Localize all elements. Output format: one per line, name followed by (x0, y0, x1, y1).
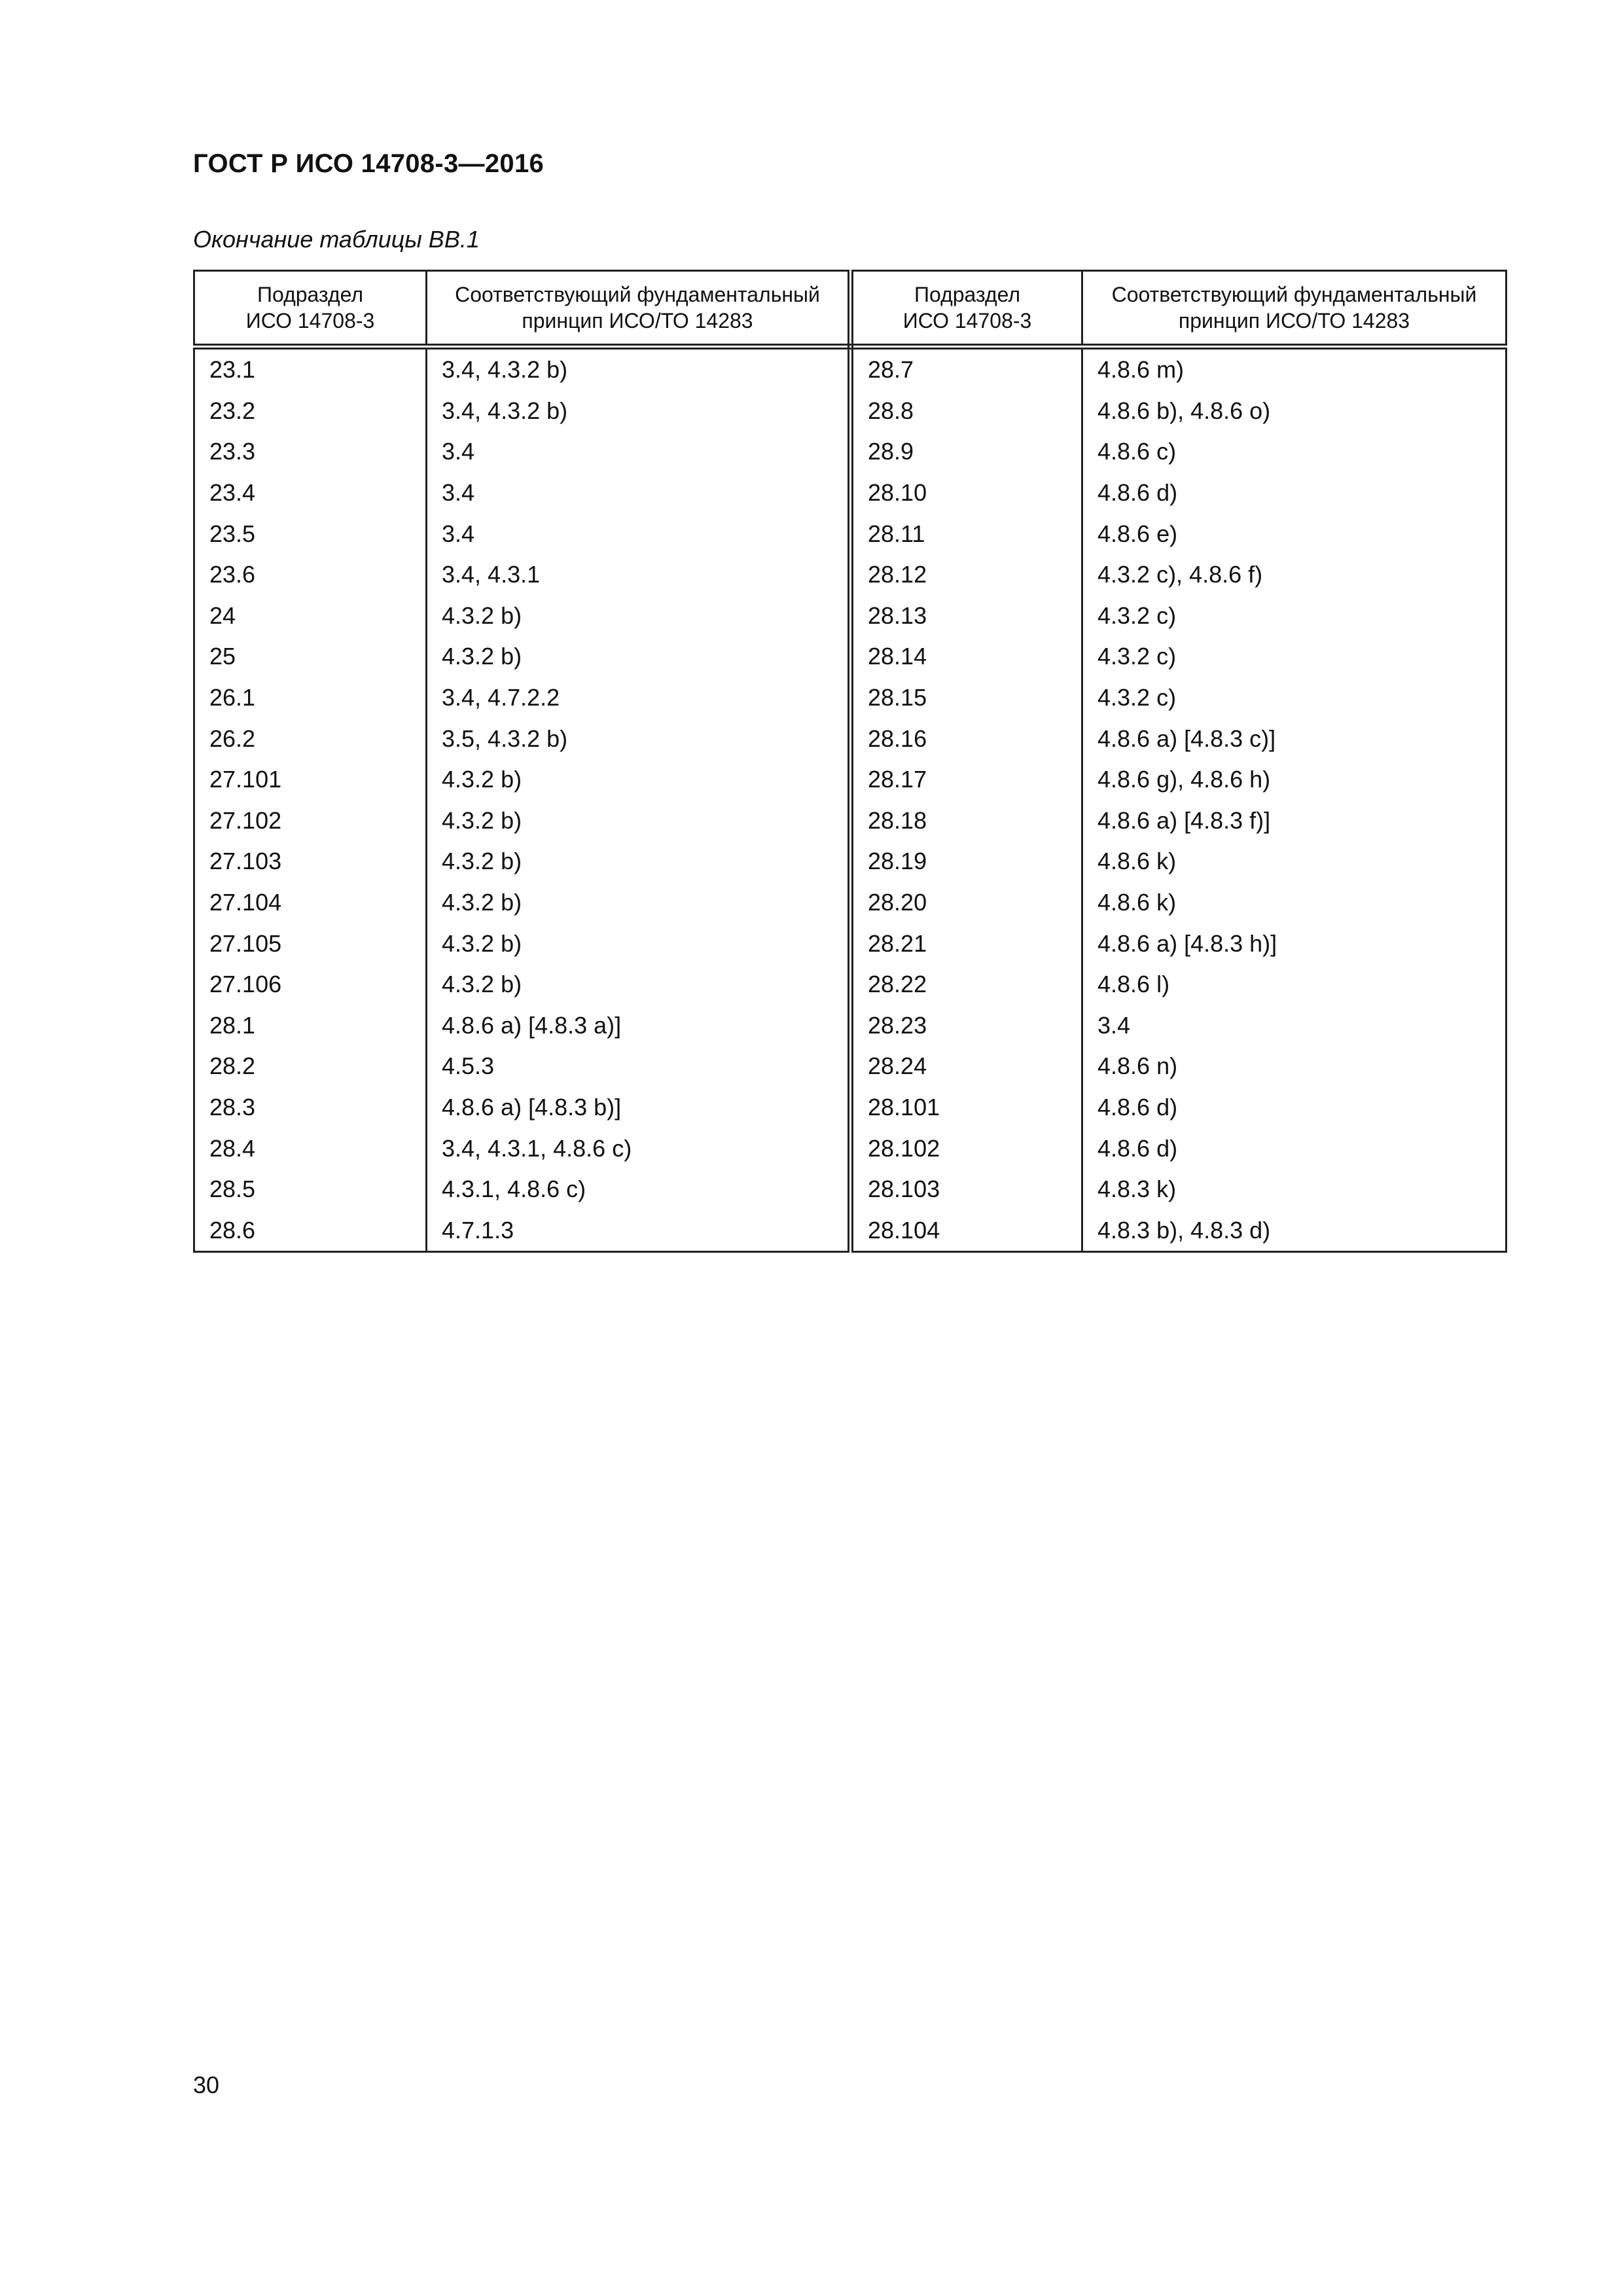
principle-cell: 4.7.1.3 (427, 1210, 851, 1251)
subsection-cell: 28.16 (851, 718, 1082, 759)
principle-cell: 4.3.2 b) (427, 636, 851, 677)
subsection-cell: 28.102 (851, 1128, 1082, 1169)
principle-cell: 3.5, 4.3.2 b) (427, 718, 851, 759)
table-row (194, 964, 1507, 1005)
page-number: 30 (193, 2072, 220, 2098)
principle-cell: 4.8.6 a) [4.8.3 h)] (1082, 923, 1507, 964)
subsection-cell: 23.5 (194, 513, 427, 554)
principle-cell: 4.8.6 k) (1082, 841, 1507, 882)
principle-cell: 4.3.2 c), 4.8.6 f) (1082, 554, 1507, 596)
subsection-cell: 28.12 (851, 554, 1082, 596)
subsection-cell: 24 (194, 596, 427, 637)
column-header-line: ИСО 14708-3 (245, 309, 375, 332)
column-header-line: Подраздел (257, 283, 364, 306)
table-header (194, 271, 1507, 347)
subsection-cell: 23.3 (194, 431, 427, 473)
subsection-cell: 28.7 (851, 347, 1082, 391)
principle-cell: 4.3.1, 4.8.6 c) (427, 1169, 851, 1210)
column-header (194, 271, 427, 347)
table-row (194, 1046, 1507, 1087)
table-row (194, 554, 1507, 596)
principle-cell: 4.8.3 b), 4.8.3 d) (1082, 1210, 1507, 1251)
principle-cell: 3.4 (427, 513, 851, 554)
subsection-cell: 28.2 (194, 1046, 427, 1087)
table-header-row (194, 271, 1507, 347)
principle-cell: 3.4 (427, 473, 851, 514)
table-row (194, 347, 1507, 391)
column-header-line: Подраздел (914, 283, 1021, 306)
document-header: ГОСТ Р ИСО 14708-3—2016 (193, 149, 544, 178)
principle-cell: 4.8.3 k) (1082, 1169, 1507, 1210)
subsection-cell: 28.11 (851, 513, 1082, 554)
subsection-cell: 27.101 (194, 759, 427, 800)
principle-cell: 4.3.2 b) (427, 596, 851, 637)
principle-cell: 3.4, 4.3.2 b) (427, 347, 851, 391)
subsection-cell: 25 (194, 636, 427, 677)
subsection-cell: 23.2 (194, 391, 427, 432)
subsection-cell: 28.3 (194, 1087, 427, 1128)
principle-cell: 4.8.6 e) (1082, 513, 1507, 554)
principle-cell: 4.8.6 m) (1082, 347, 1507, 391)
principle-cell: 4.8.6 d) (1082, 1128, 1507, 1169)
subsection-cell: 23.1 (194, 347, 427, 391)
principle-cell: 3.4, 4.3.2 b) (427, 391, 851, 432)
column-header (851, 271, 1082, 347)
subsection-cell: 28.5 (194, 1169, 427, 1210)
subsection-cell: 28.10 (851, 473, 1082, 514)
subsection-cell: 28.6 (194, 1210, 427, 1251)
principle-cell: 4.3.2 c) (1082, 596, 1507, 637)
subsection-cell: 27.105 (194, 923, 427, 964)
principle-cell: 4.3.2 b) (427, 882, 851, 924)
table-row (194, 677, 1507, 719)
subsection-cell: 28.15 (851, 677, 1082, 719)
table-row (194, 1128, 1507, 1169)
subsection-cell: 23.4 (194, 473, 427, 514)
table-row (194, 596, 1507, 637)
principle-cell: 3.4, 4.3.1 (427, 554, 851, 596)
principle-cell: 4.3.2 c) (1082, 677, 1507, 719)
column-header-line: Соответствующий фундаментальный (1111, 283, 1477, 306)
table-row (194, 636, 1507, 677)
table-row (194, 841, 1507, 882)
subsection-cell: 28.21 (851, 923, 1082, 964)
principle-cell: 4.8.6 c) (1082, 431, 1507, 473)
table-row (194, 759, 1507, 800)
subsection-cell: 27.106 (194, 964, 427, 1005)
principle-cell: 4.8.6 a) [4.8.3 a)] (427, 1005, 851, 1047)
principle-cell: 4.3.2 c) (1082, 636, 1507, 677)
table-row (194, 431, 1507, 473)
subsection-cell: 23.6 (194, 554, 427, 596)
principle-cell: 4.8.6 k) (1082, 882, 1507, 924)
subsection-cell: 28.14 (851, 636, 1082, 677)
principle-cell: 4.3.2 b) (427, 841, 851, 882)
table-row (194, 391, 1507, 432)
correspondence-table-container (193, 270, 1505, 1253)
principle-cell: 4.8.6 l) (1082, 964, 1507, 1005)
table-row (194, 718, 1507, 759)
principle-cell: 3.4 (1082, 1005, 1507, 1047)
subsection-cell: 28.103 (851, 1169, 1082, 1210)
table-row (194, 923, 1507, 964)
table-body (194, 347, 1507, 1252)
column-header-line: принцип ИСО/ТО 14283 (522, 309, 753, 332)
principle-cell: 4.8.6 d) (1082, 473, 1507, 514)
subsection-cell: 28.18 (851, 800, 1082, 842)
table-caption: Окончание таблицы ВВ.1 (193, 226, 480, 253)
principle-cell: 4.3.2 b) (427, 923, 851, 964)
subsection-cell: 28.17 (851, 759, 1082, 800)
principle-cell: 4.3.2 b) (427, 964, 851, 1005)
correspondence-table (193, 270, 1507, 1253)
column-header (427, 271, 851, 347)
table-row (194, 473, 1507, 514)
principle-cell: 4.8.6 n) (1082, 1046, 1507, 1087)
subsection-cell: 28.19 (851, 841, 1082, 882)
subsection-cell: 26.2 (194, 718, 427, 759)
principle-cell: 4.8.6 a) [4.8.3 b)] (427, 1087, 851, 1128)
principle-cell: 4.8.6 d) (1082, 1087, 1507, 1128)
subsection-cell: 27.102 (194, 800, 427, 842)
principle-cell: 4.8.6 a) [4.8.3 c)] (1082, 718, 1507, 759)
table-row (194, 1210, 1507, 1251)
subsection-cell: 28.1 (194, 1005, 427, 1047)
subsection-cell: 28.101 (851, 1087, 1082, 1128)
subsection-cell: 27.103 (194, 841, 427, 882)
subsection-cell: 28.22 (851, 964, 1082, 1005)
principle-cell: 4.8.6 b), 4.8.6 o) (1082, 391, 1507, 432)
subsection-cell: 28.13 (851, 596, 1082, 637)
table-row (194, 1169, 1507, 1210)
column-header-line: ИСО 14708-3 (902, 309, 1032, 332)
principle-cell: 3.4, 4.7.2.2 (427, 677, 851, 719)
subsection-cell: 27.104 (194, 882, 427, 924)
subsection-cell: 28.8 (851, 391, 1082, 432)
table-row (194, 513, 1507, 554)
table-row (194, 882, 1507, 924)
subsection-cell: 28.24 (851, 1046, 1082, 1087)
column-header-line: принцип ИСО/ТО 14283 (1178, 309, 1410, 332)
table-row (194, 1005, 1507, 1047)
principle-cell: 3.4 (427, 431, 851, 473)
principle-cell: 3.4, 4.3.1, 4.8.6 c) (427, 1128, 851, 1169)
subsection-cell: 28.4 (194, 1128, 427, 1169)
subsection-cell: 26.1 (194, 677, 427, 719)
principle-cell: 4.3.2 b) (427, 800, 851, 842)
subsection-cell: 28.104 (851, 1210, 1082, 1251)
table-row (194, 1087, 1507, 1128)
subsection-cell: 28.9 (851, 431, 1082, 473)
column-header-line: Соответствующий фундаментальный (455, 283, 820, 306)
subsection-cell: 28.20 (851, 882, 1082, 924)
principle-cell: 4.8.6 g), 4.8.6 h) (1082, 759, 1507, 800)
principle-cell: 4.8.6 a) [4.8.3 f)] (1082, 800, 1507, 842)
principle-cell: 4.3.2 b) (427, 759, 851, 800)
table-row (194, 800, 1507, 842)
principle-cell: 4.5.3 (427, 1046, 851, 1087)
subsection-cell: 28.23 (851, 1005, 1082, 1047)
column-header (1082, 271, 1507, 347)
